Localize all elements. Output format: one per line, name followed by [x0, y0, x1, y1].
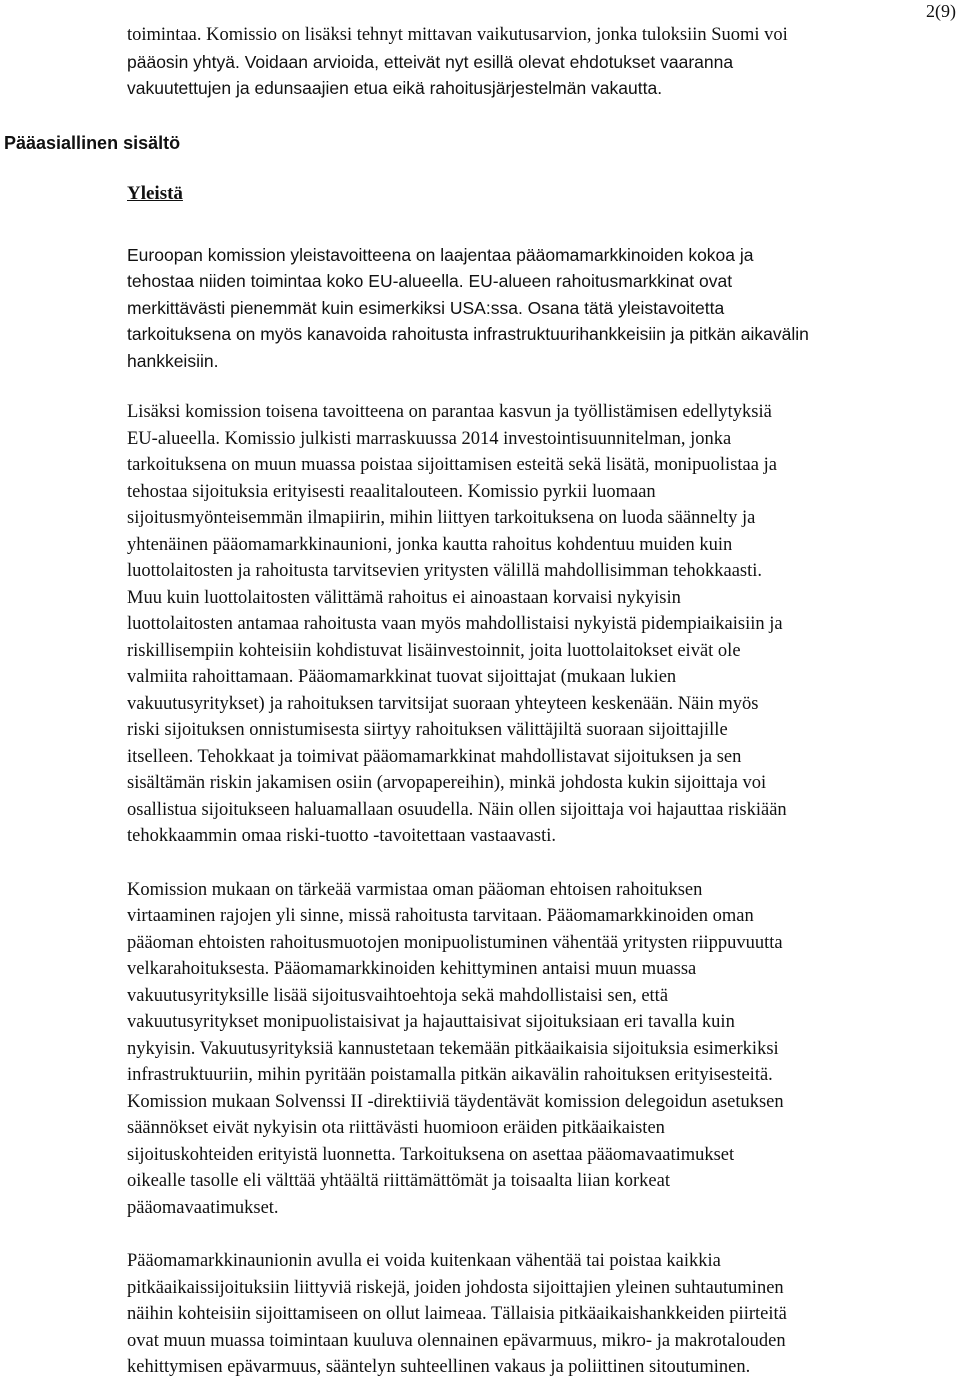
text-line: kehittymisen epävarmuus, sääntelyn suhteellinen vakaus ja poliittinen sitoutuminen. [127, 1357, 751, 1377]
text-line: pääosin yhtyä. Voidaan arvioida, etteivät nyt esillä olevat ehdotukset vaaranna [127, 51, 734, 72]
text-line: EU-alueella. Komissio julkisti marraskuussa 2014 investointisuunnitelman, jonka [127, 428, 732, 449]
text-line: sisältämän riskin jakamisen osiin (arvopapereihin), minkä johdosta kukin sijoittaja voi [127, 773, 767, 793]
paragraph-2 [127, 399, 956, 850]
document-body [127, 22, 956, 1381]
text-line: Euroopan komission yleistavoitteena on laajentaa pääomamarkkinoiden kokoa ja [127, 244, 754, 265]
intro-paragraph [127, 22, 956, 102]
text-line: infrastruktuuriin, mihin pyritään poistamalla pitkän aikavälin rahoituksen erityisesteitä. [127, 1065, 773, 1085]
text-line: riskillisempiin kohteisiin kohdistuvat lisäinvestoinnit, joita luottolaitokset eivät ole [127, 640, 741, 661]
text-line: riski sijoituksen onnistumisesta siirtyy rahoituksen välittäjiltä suoraan sijoittajille [127, 720, 728, 740]
text-line: pääomavaatimukset. [127, 1197, 279, 1218]
text-line: pitkäaikaissijoituksiin liittyviä riskejä, joiden johdosta sijoittajien yleinen suhtautuminen [127, 1277, 784, 1298]
text-line: merkittävästi pienemmät kuin esimerkiksi USA:ssa. Osana tätä yleistavoitetta [127, 297, 725, 318]
paragraph-3 [127, 877, 956, 1222]
text-line: hankkeisiin. [127, 350, 219, 371]
text-line: säännökset eivät nykyisin ota riittävästi huomioon eräiden pitkäaikaisten [127, 1118, 665, 1138]
text-line: vakuutusyritykset) ja rahoituksen tarvitsijat suoraan yhteyteen keskenään. Näin myös [127, 693, 759, 714]
text-line: Komission mukaan Solvenssi II -direktiiviä täydentävät komission delegoidun asetuksen [127, 1091, 784, 1112]
text-line: pääoman ehtoisten rahoitusmuotojen monipuolistuminen vähentää yritysten riippuvuutta [127, 932, 783, 953]
text-line: luottolaitosten antamaa rahoitusta vaan myös mahdollistaisi nykyistä pidempiaikaisiin ja [127, 614, 783, 634]
text-line: ovat muun muassa toimintaan kuuluva olennainen epävarmuus, mikro- ja makrotalouden [127, 1330, 786, 1351]
text-line: vakuutettujen ja edunsaajien etua eikä rahoitusjärjestelmän vakautta. [127, 78, 663, 98]
paragraph-4 [127, 1248, 956, 1381]
text-line: virtaaminen rajojen yli sinne, missä rahoitusta tarvitaan. Pääomamarkkinoiden oman [127, 906, 754, 926]
text-line: Muu kuin luottolaitosten välittämä rahoitus ei ainoastaan korvaisi nykyisin [127, 587, 681, 608]
text-line: valmiita rahoittamaan. Pääomamarkkinat tuovat sijoittajat (mukaan lukien [127, 667, 677, 687]
text-line: yhtenäinen pääomamarkkinaunioni, jonka kautta rahoitus kohdentuu muiden kuin [127, 534, 733, 555]
text-line: sijoitusmyönteisemmän ilmapiirin, mihin liittyen tarkoituksena on luoda säännelty ja [127, 508, 756, 528]
side-heading: Pääasiallinen sisältö [4, 133, 181, 153]
text-line: vakuutusyrityksille lisää sijoitusvaihtoehtoja sekä mahdollistaisi sen, että [127, 985, 669, 1006]
text-line: tehostaa niiden toimintaa koko EU-alueella. EU-alueen rahoitusmarkkinat ovat [127, 271, 733, 291]
text-line: tehostaa sijoituksia erityisesti reaalitalouteen. Komissio pyrkii luomaan [127, 481, 656, 502]
section-title: Yleistä [127, 182, 183, 204]
text-line: osallistua sijoitukseen haluamallaan osuudella. Näin ollen sijoittaja voi hajauttaa riskiään [127, 799, 787, 820]
text-line: tarkoituksena on myös kanavoida rahoitusta infrastruktuurihankkeisiin ja pitkän aikavälin [127, 324, 809, 344]
text-line: Pääomamarkkinaunionin avulla ei voida kuitenkaan vähentää tai poistaa kaikkia [127, 1251, 721, 1271]
text-line: Komission mukaan on tärkeää varmistaa oman pääoman ehtoisen rahoituksen [127, 879, 703, 900]
text-line: oikealle tasolle eli välttää yhtäältä riittämättömät ja toisaalta liian korkeat [127, 1171, 670, 1191]
text-line: velkarahoituksesta. Pääomamarkkinoiden kehittyminen antaisi muun muassa [127, 959, 697, 979]
text-line: tarkoituksena on muun muassa poistaa sijoittamisen esteitä sekä lisätä, monipuolistaa ja [127, 455, 777, 475]
paragraph-1 [127, 242, 956, 375]
text-line: toimintaa. Komissio on lisäksi tehnyt mittavan vaikutusarvion, jonka tuloksiin Suomi voi [127, 25, 788, 45]
text-line: nykyisin. Vakuutusyrityksiä kannustetaan tekemään pitkäaikaisia sijoituksia esimerkiksi [127, 1038, 779, 1059]
text-line: tehokkaammin omaa riski-tuotto -tavoitettaan vastaavasti. [127, 826, 556, 846]
page-number: 2(9) [926, 1, 956, 21]
text-line: Lisäksi komission toisena tavoitteena on parantaa kasvun ja työllistämisen edellytyksiä [127, 402, 772, 422]
text-line: näihin kohteisiin sijoittamiseen on ollut laimeaa. Tällaisia pitkäaikaishankkeiden piirteitä [127, 1304, 787, 1324]
text-line: luottolaitosten ja rahoitusta tarvitsevien yritysten välillä mahdollisimman tehokkaasti. [127, 561, 763, 581]
text-line: itselleen. Tehokkaat ja toimivat pääomamarkkinat mahdollistavat sijoituksen ja sen [127, 746, 742, 767]
text-line: vakuutusyritykset monipuolistaisivat ja hajauttaisivat sijoituksiaan eri tavalla kuin [127, 1012, 735, 1032]
text-line: sijoituskohteiden erityistä luonnetta. Tarkoituksena on asettaa pääomavaatimukset [127, 1144, 735, 1165]
